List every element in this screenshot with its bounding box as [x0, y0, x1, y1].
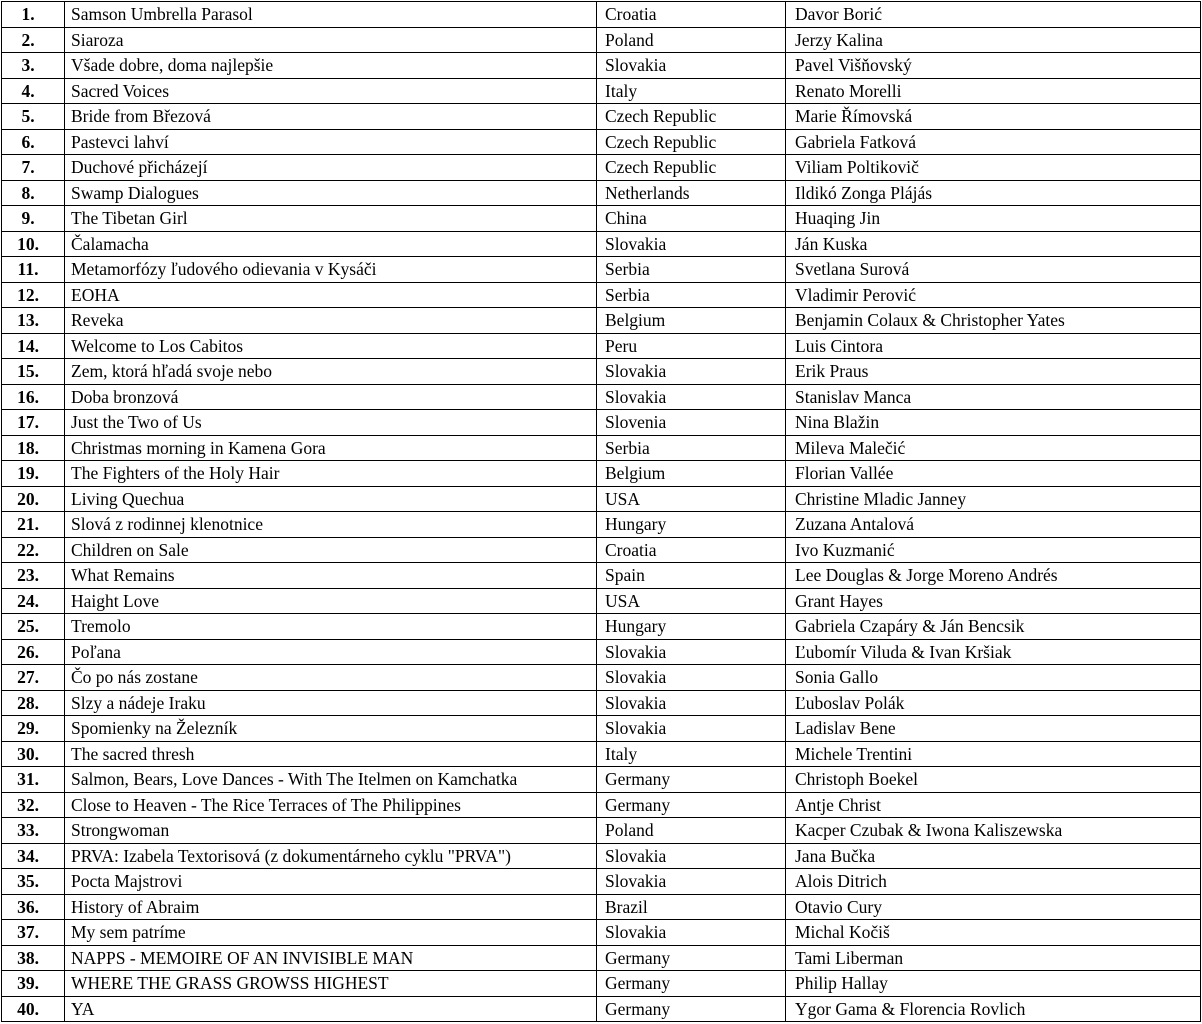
- country-cell: Serbia: [597, 435, 786, 461]
- director-cell: Stanislav Manca: [786, 384, 1201, 410]
- table-row: [2, 920, 1201, 946]
- film-title-cell: Living Quechua: [65, 486, 597, 512]
- director-cell: Svetlana Surová: [786, 257, 1201, 283]
- director-cell: Erik Praus: [786, 359, 1201, 385]
- row-number-cell: 28.: [2, 690, 65, 716]
- film-title-cell: NAPPS - MEMOIRE OF AN INVISIBLE MAN: [65, 945, 597, 971]
- table-row: [2, 231, 1201, 257]
- director-cell: Luis Cintora: [786, 333, 1201, 359]
- country-cell: Slovakia: [597, 359, 786, 385]
- country-cell: Croatia: [597, 2, 786, 28]
- film-title-cell: Bride from Březová: [65, 104, 597, 130]
- director-cell: Christoph Boekel: [786, 767, 1201, 793]
- table-row: [2, 359, 1201, 385]
- director-cell: Gabriela Fatková: [786, 129, 1201, 155]
- row-number-cell: 7.: [2, 155, 65, 181]
- director-cell: Ján Kuska: [786, 231, 1201, 257]
- table-row: [2, 945, 1201, 971]
- film-title-cell: Strongwoman: [65, 818, 597, 844]
- table-row: [2, 741, 1201, 767]
- row-number-cell: 8.: [2, 180, 65, 206]
- table-row: [2, 410, 1201, 436]
- film-title-cell: Slzy a nádeje Iraku: [65, 690, 597, 716]
- row-number-cell: 27.: [2, 665, 65, 691]
- country-cell: Slovenia: [597, 410, 786, 436]
- table-row: [2, 767, 1201, 793]
- director-cell: Renato Morelli: [786, 78, 1201, 104]
- row-number-cell: 13.: [2, 308, 65, 334]
- row-number-cell: 39.: [2, 971, 65, 997]
- row-number-cell: 32.: [2, 792, 65, 818]
- director-cell: Ivo Kuzmanić: [786, 537, 1201, 563]
- row-number-cell: 37.: [2, 920, 65, 946]
- row-number-cell: 14.: [2, 333, 65, 359]
- country-cell: Germany: [597, 945, 786, 971]
- country-cell: Czech Republic: [597, 104, 786, 130]
- country-cell: Slovakia: [597, 384, 786, 410]
- table-row: [2, 843, 1201, 869]
- director-cell: Ľuboslav Polák: [786, 690, 1201, 716]
- country-cell: Slovakia: [597, 53, 786, 79]
- row-number-cell: 9.: [2, 206, 65, 232]
- director-cell: Kacper Czubak & Iwona Kaliszewska: [786, 818, 1201, 844]
- row-number-cell: 21.: [2, 512, 65, 538]
- director-cell: Jana Bučka: [786, 843, 1201, 869]
- table-row: [2, 996, 1201, 1022]
- director-cell: Davor Borić: [786, 2, 1201, 28]
- table-row: [2, 537, 1201, 563]
- country-cell: Serbia: [597, 282, 786, 308]
- director-cell: Tami Liberman: [786, 945, 1201, 971]
- row-number-cell: 25.: [2, 614, 65, 640]
- country-cell: Czech Republic: [597, 155, 786, 181]
- row-number-cell: 1.: [2, 2, 65, 28]
- country-cell: Slovakia: [597, 716, 786, 742]
- row-number-cell: 12.: [2, 282, 65, 308]
- row-number-cell: 40.: [2, 996, 65, 1022]
- row-number-cell: 31.: [2, 767, 65, 793]
- film-title-cell: What Remains: [65, 563, 597, 589]
- director-cell: Ygor Gama & Florencia Rovlich: [786, 996, 1201, 1022]
- row-number-cell: 17.: [2, 410, 65, 436]
- director-cell: Nina Blažin: [786, 410, 1201, 436]
- row-number-cell: 3.: [2, 53, 65, 79]
- table-row: [2, 792, 1201, 818]
- row-number-cell: 29.: [2, 716, 65, 742]
- table-row: [2, 180, 1201, 206]
- row-number-cell: 18.: [2, 435, 65, 461]
- director-cell: Sonia Gallo: [786, 665, 1201, 691]
- film-title-cell: Children on Sale: [65, 537, 597, 563]
- table-row: [2, 308, 1201, 334]
- row-number-cell: 22.: [2, 537, 65, 563]
- country-cell: Belgium: [597, 461, 786, 487]
- films-table-body: [2, 2, 1201, 1022]
- country-cell: Germany: [597, 971, 786, 997]
- country-cell: USA: [597, 588, 786, 614]
- table-row: [2, 894, 1201, 920]
- film-title-cell: Salmon, Bears, Love Dances - With The Itelmen on Kamchatka: [65, 767, 597, 793]
- table-row: [2, 869, 1201, 895]
- country-cell: Italy: [597, 78, 786, 104]
- film-title-cell: Just the Two of Us: [65, 410, 597, 436]
- film-title-cell: Reveka: [65, 308, 597, 334]
- director-cell: Huaqing Jin: [786, 206, 1201, 232]
- country-cell: Czech Republic: [597, 129, 786, 155]
- row-number-cell: 23.: [2, 563, 65, 589]
- table-row: [2, 639, 1201, 665]
- director-cell: Marie Římovská: [786, 104, 1201, 130]
- director-cell: Christine Mladic Janney: [786, 486, 1201, 512]
- table-row: [2, 384, 1201, 410]
- films-table: [1, 1, 1201, 1022]
- country-cell: Peru: [597, 333, 786, 359]
- director-cell: Ľubomír Viluda & Ivan Kršiak: [786, 639, 1201, 665]
- table-row: [2, 27, 1201, 53]
- country-cell: Slovakia: [597, 843, 786, 869]
- country-cell: Slovakia: [597, 869, 786, 895]
- table-row: [2, 129, 1201, 155]
- table-row: [2, 461, 1201, 487]
- row-number-cell: 35.: [2, 869, 65, 895]
- row-number-cell: 24.: [2, 588, 65, 614]
- country-cell: Brazil: [597, 894, 786, 920]
- country-cell: Poland: [597, 27, 786, 53]
- country-cell: Hungary: [597, 512, 786, 538]
- country-cell: Germany: [597, 792, 786, 818]
- country-cell: USA: [597, 486, 786, 512]
- table-row: [2, 2, 1201, 28]
- row-number-cell: 34.: [2, 843, 65, 869]
- film-title-cell: PRVA: Izabela Textorisová (z dokumentárneho cyklu "PRVA"): [65, 843, 597, 869]
- row-number-cell: 5.: [2, 104, 65, 130]
- row-number-cell: 11.: [2, 257, 65, 283]
- film-title-cell: Spomienky na Železník: [65, 716, 597, 742]
- director-cell: Lee Douglas & Jorge Moreno Andrés: [786, 563, 1201, 589]
- row-number-cell: 10.: [2, 231, 65, 257]
- director-cell: Alois Ditrich: [786, 869, 1201, 895]
- film-title-cell: WHERE THE GRASS GROWSS HIGHEST: [65, 971, 597, 997]
- country-cell: China: [597, 206, 786, 232]
- table-row: [2, 53, 1201, 79]
- table-row: [2, 155, 1201, 181]
- director-cell: Otavio Cury: [786, 894, 1201, 920]
- row-number-cell: 36.: [2, 894, 65, 920]
- director-cell: Antje Christ: [786, 792, 1201, 818]
- film-title-cell: The sacred thresh: [65, 741, 597, 767]
- film-title-cell: Slová z rodinnej klenotnice: [65, 512, 597, 538]
- director-cell: Mileva Malečić: [786, 435, 1201, 461]
- country-cell: Germany: [597, 767, 786, 793]
- table-row: [2, 206, 1201, 232]
- film-title-cell: Všade dobre, doma najlepšie: [65, 53, 597, 79]
- director-cell: Zuzana Antalová: [786, 512, 1201, 538]
- film-title-cell: My sem patríme: [65, 920, 597, 946]
- country-cell: Croatia: [597, 537, 786, 563]
- country-cell: Hungary: [597, 614, 786, 640]
- director-cell: Ladislav Bene: [786, 716, 1201, 742]
- film-title-cell: Christmas morning in Kamena Gora: [65, 435, 597, 461]
- film-title-cell: Swamp Dialogues: [65, 180, 597, 206]
- country-cell: Serbia: [597, 257, 786, 283]
- film-title-cell: Doba bronzová: [65, 384, 597, 410]
- film-title-cell: Samson Umbrella Parasol: [65, 2, 597, 28]
- row-number-cell: 4.: [2, 78, 65, 104]
- director-cell: Michal Kočiš: [786, 920, 1201, 946]
- film-title-cell: Pocta Majstrovi: [65, 869, 597, 895]
- film-title-cell: Welcome to Los Cabitos: [65, 333, 597, 359]
- country-cell: Slovakia: [597, 920, 786, 946]
- director-cell: Viliam Poltikovič: [786, 155, 1201, 181]
- row-number-cell: 6.: [2, 129, 65, 155]
- row-number-cell: 26.: [2, 639, 65, 665]
- country-cell: Belgium: [597, 308, 786, 334]
- row-number-cell: 19.: [2, 461, 65, 487]
- country-cell: Poland: [597, 818, 786, 844]
- film-title-cell: Čalamacha: [65, 231, 597, 257]
- film-title-cell: Zem, ktorá hľadá svoje nebo: [65, 359, 597, 385]
- row-number-cell: 30.: [2, 741, 65, 767]
- country-cell: Germany: [597, 996, 786, 1022]
- director-cell: Benjamin Colaux & Christopher Yates: [786, 308, 1201, 334]
- table-row: [2, 818, 1201, 844]
- table-row: [2, 665, 1201, 691]
- table-row: [2, 690, 1201, 716]
- row-number-cell: 15.: [2, 359, 65, 385]
- table-row: [2, 282, 1201, 308]
- film-title-cell: Poľana: [65, 639, 597, 665]
- country-cell: Slovakia: [597, 665, 786, 691]
- row-number-cell: 20.: [2, 486, 65, 512]
- director-cell: Jerzy Kalina: [786, 27, 1201, 53]
- film-title-cell: Close to Heaven - The Rice Terraces of The Philippines: [65, 792, 597, 818]
- film-title-cell: The Tibetan Girl: [65, 206, 597, 232]
- row-number-cell: 16.: [2, 384, 65, 410]
- director-cell: Pavel Višňovský: [786, 53, 1201, 79]
- film-title-cell: History of Abraim: [65, 894, 597, 920]
- director-cell: Gabriela Czapáry & Ján Bencsik: [786, 614, 1201, 640]
- row-number-cell: 2.: [2, 27, 65, 53]
- film-title-cell: Siaroza: [65, 27, 597, 53]
- table-row: [2, 486, 1201, 512]
- table-row: [2, 716, 1201, 742]
- table-row: [2, 563, 1201, 589]
- country-cell: Slovakia: [597, 690, 786, 716]
- film-title-cell: Tremolo: [65, 614, 597, 640]
- row-number-cell: 38.: [2, 945, 65, 971]
- table-row: [2, 588, 1201, 614]
- country-cell: Spain: [597, 563, 786, 589]
- director-cell: Philip Hallay: [786, 971, 1201, 997]
- film-title-cell: EOHA: [65, 282, 597, 308]
- film-title-cell: Sacred Voices: [65, 78, 597, 104]
- film-title-cell: Metamorfózy ľudového odievania v Kysáči: [65, 257, 597, 283]
- country-cell: Italy: [597, 741, 786, 767]
- director-cell: Ildikó Zonga Plájás: [786, 180, 1201, 206]
- film-title-cell: Haight Love: [65, 588, 597, 614]
- table-row: [2, 512, 1201, 538]
- row-number-cell: 33.: [2, 818, 65, 844]
- director-cell: Florian Vallée: [786, 461, 1201, 487]
- director-cell: Grant Hayes: [786, 588, 1201, 614]
- film-title-cell: YA: [65, 996, 597, 1022]
- table-row: [2, 257, 1201, 283]
- film-title-cell: The Fighters of the Holy Hair: [65, 461, 597, 487]
- country-cell: Slovakia: [597, 231, 786, 257]
- table-row: [2, 435, 1201, 461]
- country-cell: Netherlands: [597, 180, 786, 206]
- film-title-cell: Pastevci lahví: [65, 129, 597, 155]
- table-row: [2, 78, 1201, 104]
- table-row: [2, 614, 1201, 640]
- country-cell: Slovakia: [597, 639, 786, 665]
- film-title-cell: Čo po nás zostane: [65, 665, 597, 691]
- table-row: [2, 971, 1201, 997]
- table-row: [2, 104, 1201, 130]
- director-cell: Vladimir Perović: [786, 282, 1201, 308]
- table-row: [2, 333, 1201, 359]
- director-cell: Michele Trentini: [786, 741, 1201, 767]
- film-title-cell: Duchové přicházejí: [65, 155, 597, 181]
